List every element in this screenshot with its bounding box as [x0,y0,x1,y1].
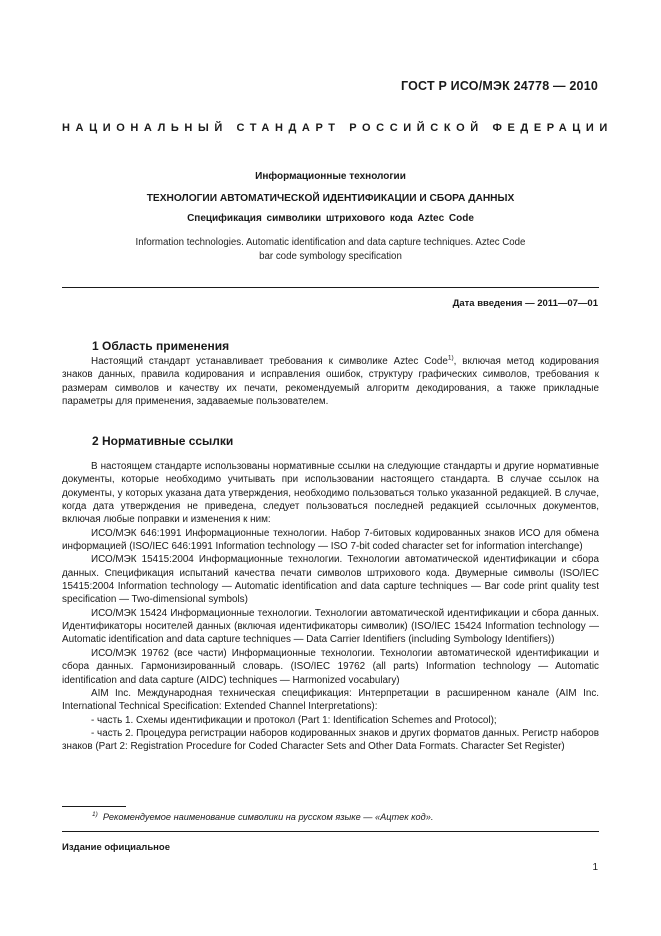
section-2-paragraph: AIM Inc. Международная техническая спецификация: Интерпретации в расширенном канале (AIM Inc. International Technical Specification: Extended Channel Interpretations): [62,687,599,713]
section-1-heading: 1 Область применения [92,339,230,353]
section-1-paragraph: Настоящий стандарт устанавливает требования к символике Aztec Code$^{1)}$, включая метод кодирования знаков данных, правила кодирования и исправления ошибок, структуру графических символов, требования к размерам символов и качеству их печати, рекомендуемый алгоритм декодирования, а также прикладные параметры для применения, задаваемые пользователем. [62,354,599,408]
section-2-paragraph: - часть 2. Процедура регистрации наборов кодированных знаков и других форматов данных. Регистр наборов знаков (Part 2: Registration Procedure for Coded Character Sets and Other Data Formats. Character Set Register) [62,727,599,753]
standard-number: ГОСТ Р ИСО/МЭК 24778 — 2010 [401,79,598,93]
section-2-paragraph: В настоящем стандарте использованы нормативные ссылки на следующие стандарты и другие нормативные документы, которые необходимо учитывать при использовании настоящего стандарта. В случае ссылок на документы, у которых указана дата утверждения, необходимо пользоваться только указанной редакцией. В случае, когда дата утверждения не приведена, следует пользоваться последней редакцией ссылочных документов, включая любые поправки и изменения к ним: [62,461,599,526]
date-of-introduction: Дата введения — 2011—07—01 [452,298,598,309]
title-line-1: Информационные технологии [255,171,406,182]
section-2-paragraph: ИСО/МЭК 19762 (все части) Информационные технологии. Технологии автоматической идентификации и сбора данных. Гармонизированный словарь. (ISO/IEC 19762 (all parts) Information technology — Automatic identification and data capture (AIDC) techniques — Harmonized vocabulary) [62,647,599,686]
title-line-3: Спецификация символики штрихового кода Aztec Code [187,213,474,224]
section-1-body [62,355,599,408]
section-2-paragraph: ИСО/МЭК 15424 Информационные технологии. Технологии автоматической идентификации и сбора данных. Идентификаторы носителей данных (включая идентификаторы символик) (ISO/IEC 15424 Information technology — Automatic identification and data capture techniques — Data Carrier Identifiers (including Symbology Identifiers)) [62,607,599,646]
national-standard-title: НАЦИОНАЛЬНЫЙ СТАНДАРТ РОССИЙСКОЙ ФЕДЕРАЦИИ [62,122,613,134]
official-edition-label: Издание официальное [62,842,170,853]
section-2-paragraph: ИСО/МЭК 646:1991 Информационные технологии. Набор 7-битовых кодированных знаков ИСО для обмена информацией (ISO/IEC 646:1991 Information technology — ISO 7-bit coded character set for information interchange) [62,527,599,553]
page-number: 1 [592,862,598,873]
divider-top [62,287,599,288]
footnote-marker: 1) [92,810,98,818]
section-2-paragraph: ИСО/МЭК 15415:2004 Информационные технологии. Технологии автоматической идентификации и сбора данных. Спецификация испытаний качества печати символов штрихового кода. Двумерные символы (ISO/IEC 15415:2004 Information technology — Automatic identification and data capture techniques — Bar code print quality test specification — Two-dimensional symbols) [62,554,599,606]
footnote [92,812,433,822]
title-line-2: ТЕХНОЛОГИИ АВТОМАТИЧЕСКОЙ ИДЕНТИФИКАЦИИ И СБОРА ДАННЫХ [146,193,515,204]
section-2-body [62,460,599,754]
section-2-heading: 2 Нормативные ссылки [92,434,234,448]
english-title [62,236,599,263]
divider-bottom [62,831,599,832]
english-title-line-1: Information technologies. Automatic identification and data capture techniques. Aztec Code [135,237,526,248]
english-title-line-2: bar code symbology specification [259,250,402,262]
footnote-reference: 1) [447,354,454,362]
footnote-divider [62,806,126,807]
footnote-text: Рекомендуемое наименование символики на русском языке — «Ацтек код». [102,812,434,822]
section-2-paragraph: - часть 1. Схемы идентификации и протокол (Part 1: Identification Schemes and Protocol); [91,714,497,726]
